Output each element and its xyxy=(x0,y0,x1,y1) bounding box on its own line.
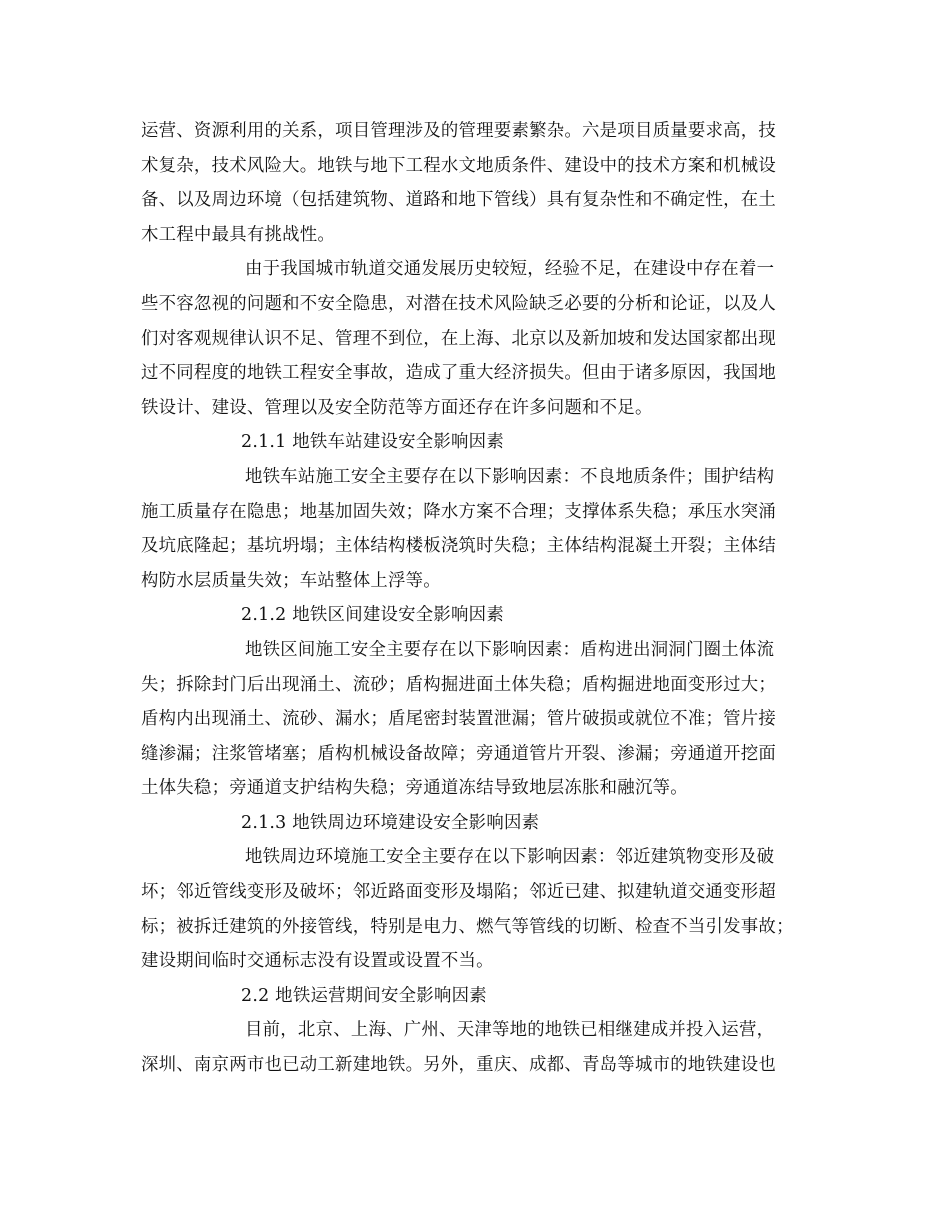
text-line: 深圳、南京两市也已动工新建地铁。另外，重庆、成都、青岛等城市的地铁建设也 xyxy=(141,1055,777,1076)
section-heading-2-2: 2.2 地铁运营期间安全影响因素 xyxy=(241,985,487,1006)
text-line: 失；拆除封门后出现涌土、流砂；盾构掘进面土体失稳；盾构掘进地面变形过大； xyxy=(141,674,777,695)
text-line: 过不同程度的地铁工程安全事故，造成了重大经济损失。但由于诸多原因，我国地 xyxy=(141,363,777,384)
text-line: 坏；邻近管线变形及破坏；邻近路面变形及塌陷；邻近已建、拟建轨道交通变形超 xyxy=(141,882,777,903)
paragraph-first-line: 由于我国城市轨道交通发展历史较短，经验不足，在建设中存在着一 xyxy=(245,259,775,280)
text-line: 缝渗漏；注浆管堵塞；盾构机械设备故障；旁通道管片开裂、渗漏；旁通道开挖面 xyxy=(141,743,777,764)
text-line: 土体失稳；旁通道支护结构失稳；旁通道冻结导致地层冻胀和融沉等。 xyxy=(141,778,688,799)
section-heading-2-1-2: 2.1.2 地铁区间建设安全影响因素 xyxy=(241,605,504,626)
paragraph-first-line: 地铁周边环境施工安全主要存在以下影响因素：邻近建筑物变形及破 xyxy=(245,847,775,868)
paragraph-first-line: 目前，北京、上海、广州、天津等地的地铁已相继建成并投入运营， xyxy=(245,1020,775,1041)
text-line: 及坑底隆起；基坑坍塌；主体结构楼板浇筑时失稳；主体结构混凝土开裂；主体结 xyxy=(141,536,777,557)
document-body xyxy=(141,114,813,1083)
section-heading-2-1-3: 2.1.3 地铁周边环境建设安全影响因素 xyxy=(241,812,540,833)
text-line: 木工程中最具有挑战性。 xyxy=(141,224,336,245)
paragraph-first-line: 地铁车站施工安全主要存在以下影响因素：不良地质条件；围护结构 xyxy=(245,466,775,487)
text-line: 些不容忽视的问题和不安全隐患，对潜在技术风险缺乏必要的分析和论证，以及人 xyxy=(141,293,777,314)
section-heading-2-1-1: 2.1.1 地铁车站建设安全影响因素 xyxy=(241,432,504,453)
text-line: 施工质量存在隐患；地基加固失效；降水方案不合理；支撑体系失稳；承压水突涌 xyxy=(141,501,777,522)
paragraph-first-line: 地铁区间施工安全主要存在以下影响因素：盾构进出洞洞门圈土体流 xyxy=(245,639,775,660)
text-line: 构防水层质量失效；车站整体上浮等。 xyxy=(141,570,441,591)
text-line: 运营、资源利用的关系，项目管理涉及的管理要素繁杂。六是项目质量要求高，技 xyxy=(141,121,777,141)
text-line: 标；被拆迁建筑的外接管线，特别是电力、燃气等管线的切断、检查不当引发事故； xyxy=(141,916,794,937)
text-line: 建设期间临时交通标志没有设置或设置不当。 xyxy=(141,951,494,972)
text-line: 铁设计、建设、管理以及安全防范等方面还存在许多问题和不足。 xyxy=(141,397,653,418)
text-line: 们对客观规律认识不足、管理不到位，在上海、北京以及新加坡和发达国家都出现 xyxy=(141,328,777,349)
text-line: 备、以及周边环境（包括建筑物、道路和地下管线）具有复杂性和不确定性，在土 xyxy=(141,190,777,211)
text-line: 术复杂，技术风险大。地铁与地下工程水文地质条件、建设中的技术方案和机械设 xyxy=(141,155,777,176)
text-line: 盾构内出现涌土、流砂、漏水；盾尾密封装置泄漏；管片破损或就位不准；管片接 xyxy=(141,709,777,730)
